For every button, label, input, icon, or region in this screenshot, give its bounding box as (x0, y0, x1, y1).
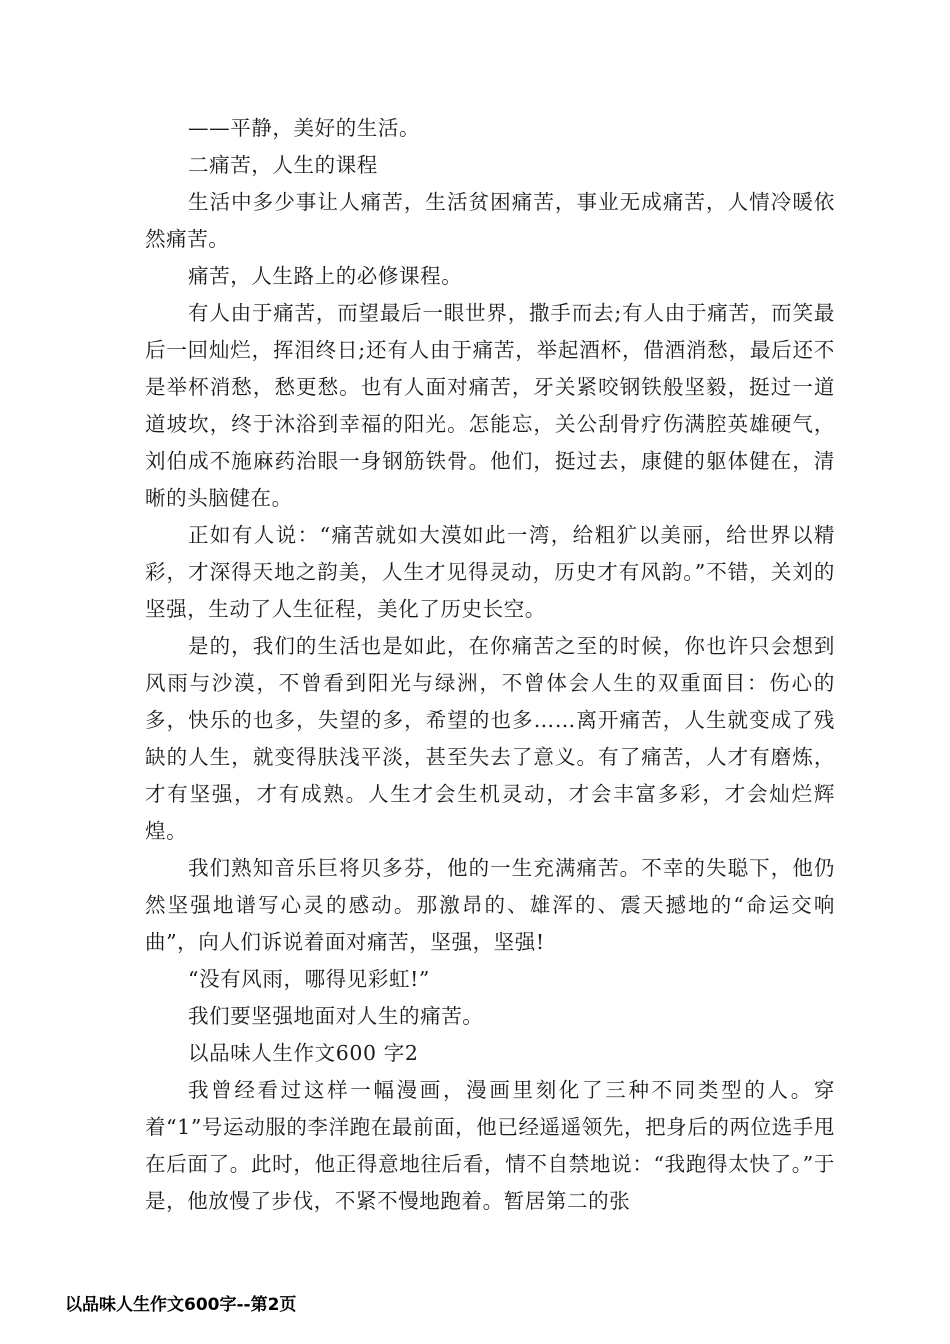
paragraph: ——平静，美好的生活。 (188, 116, 421, 140)
paragraph: 是的，我们的生活也是如此，在你痛苦之至的时候，你也许只会想到风雨与沙漠，不曾看到阳光与绿洲，不曾体会人生的双重面目：伤心的多，快乐的也多，失望的多，希望的也多……离开痛苦，人生就变成了残缺的人生，就变得肤浅平淡，甚至失去了意义。有了痛苦，人才有磨炼，才有坚强，才有成熟。人生才会生机灵动，才会丰富多彩，才会灿烂辉煌。 (145, 634, 835, 843)
paragraph: 我曾经看过这样一幅漫画，漫画里刻化了三种不同类型的人。穿着“1”号运动服的李洋跑在最前面，他已经遥遥领先，把身后的两位选手甩在后面了。此时，他正得意地往后看，情不自禁地说：“我跑得太快了。”于是，他放慢了步伐，不紧不慢地跑着。暂居第二的张 (145, 1078, 835, 1213)
paragraph: 生活中多少事让人痛苦，生活贫困痛苦，事业无成痛苦，人情冷暖依然痛苦。 (145, 190, 835, 251)
quote: “没有风雨，哪得见彩虹!” (188, 967, 430, 991)
paragraph: 痛苦，人生路上的必修课程。 (188, 264, 463, 288)
section-heading: 二痛苦，人生的课程 (188, 153, 378, 177)
paragraph: 有人由于痛苦，而望最后一眼世界，撒手而去;有人由于痛苦，而笑最后一回灿烂，挥泪终日;还有人由于痛苦，举起酒杯，借酒消愁，最后还不是举杯消愁，愁更愁。也有人面对痛苦，牙关紧咬钢铁般坚毅，挺过一道道坡坎，终于沐浴到幸福的阳光。怎能忘，关公刮骨疗伤满腔英雄硬气，刘伯成不施麻药治眼一身钢筋铁骨。他们，挺过去，康健的躯体健在，清晰的头脑健在。 (145, 301, 835, 510)
paragraph: 正如有人说：“痛苦就如大漠如此一湾，给粗犷以美丽，给世界以精彩，才深得天地之韵美，人生才见得灵动，历史才有风韵。”不错，关刘的坚强，生动了人生征程，美化了历史长空。 (145, 523, 835, 621)
body-text (145, 110, 835, 1220)
section-heading: 以品味人生作文600 字2 (188, 1041, 419, 1065)
paragraph: 我们要坚强地面对人生的痛苦。 (188, 1004, 484, 1028)
page-footer: 以品味人生作文600字--第2页 (65, 1295, 297, 1315)
paragraph: 我们熟知音乐巨将贝多芬，他的一生充满痛苦。不幸的失聪下，他仍然坚强地谱写心灵的感动。那激昂的、雄浑的、震天撼地的“命运交响曲”，向人们诉说着面对痛苦，坚强，坚强! (145, 856, 835, 954)
